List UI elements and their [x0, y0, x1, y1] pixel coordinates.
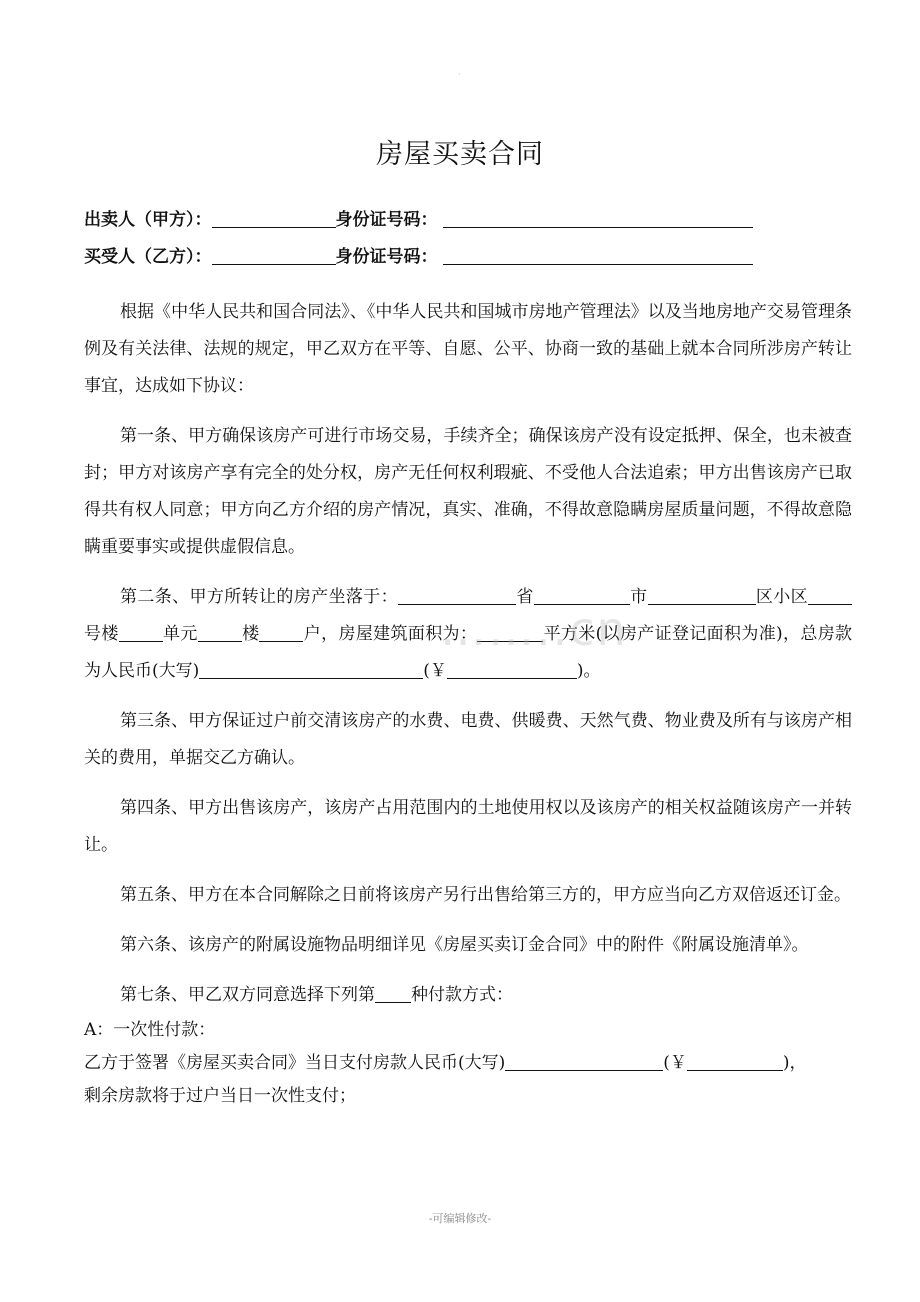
seller-id-label: 身份证号码： — [335, 210, 438, 230]
buyer-line — [84, 242, 753, 267]
price-words-blank[interactable] — [199, 660, 423, 679]
page-marker: · — [458, 70, 461, 79]
page-footer: -可编辑修改- — [428, 1212, 492, 1225]
price-number-blank[interactable] — [447, 660, 577, 679]
buyer-id-blank[interactable] — [443, 246, 753, 265]
room-blank[interactable] — [259, 623, 303, 642]
option-a-payment — [84, 1047, 852, 1080]
article-3: 第三条、甲方保证过户前交清该房产的水费、电费、供暖费、天然气费、物业费及所有与该房产相关的费用，单据交乙方确认。 — [84, 711, 852, 768]
floor-blank[interactable] — [198, 623, 242, 642]
building-blank[interactable] — [808, 586, 852, 605]
building-label: 号楼 — [84, 624, 119, 644]
pay-yen-open: (￥ — [663, 1053, 687, 1073]
document-title: 房屋买卖合同 — [376, 139, 544, 170]
seller-id-blank[interactable] — [443, 209, 753, 228]
article-1: 第一条、甲方确保该房产可进行市场交易，手续齐全；确保该房产没有设定抵押、保全，也未被查封；甲方对该房产享有完全的处分权，房产无任何权利瑕疵、不受他人合法追索；甲方出售该房产已取得共有权人同意；甲方向乙方介绍的房产情况，真实、准确，不得故意隐瞒房屋质量问题，不得故意隐瞒重要事实或提供虚假信息。 — [84, 426, 852, 557]
yen-open: (￥ — [423, 661, 447, 681]
seller-name-blank[interactable] — [212, 209, 336, 228]
article-4: 第四条、甲方出售该房产，该房产占用范围内的土地使用权以及该房产的相关权益随该房产一并转让。 — [84, 798, 852, 855]
article-5: 第五条、甲方在本合同解除之日前将该房产另行出售给第三方的，甲方应当向乙方双倍返还订金。 — [120, 885, 851, 905]
unit-label: 单元 — [162, 624, 198, 644]
pay-a-text: 乙方于签署《房屋买卖合同》当日支付房款人民币(大写) — [84, 1053, 506, 1073]
payment-method-blank[interactable] — [375, 984, 411, 1003]
district-label: 区 — [755, 587, 774, 607]
article-7 — [84, 977, 852, 1014]
pay-words-blank[interactable] — [505, 1052, 663, 1071]
seller-line — [84, 205, 753, 230]
watermark-text: ……..cn — [440, 602, 628, 656]
province-label: 省 — [516, 587, 534, 607]
option-a-label: A：一次性付款： — [84, 1020, 216, 1040]
contract-body — [84, 294, 852, 1113]
community-label: 小区 — [773, 587, 808, 607]
buyer-label: 买受人（乙方）： — [84, 247, 212, 267]
article-6: 第六条、该房产的附属设施物品明细详见《房屋买卖订金合同》中的附件《附属设施清单》。 — [120, 935, 809, 955]
article-7-lead: 第七条、甲乙双方同意选择下列第 — [120, 985, 375, 1005]
seller-label: 出卖人（甲方）： — [84, 210, 212, 230]
area-label: 平方米(以房产证登记面积为准)，总房款为人民币(大写) — [84, 624, 853, 681]
buyer-name-blank[interactable] — [212, 246, 336, 265]
unit-blank[interactable] — [119, 623, 163, 642]
option-a-remainder: 剩余房款将于过户当日一次性支付； — [84, 1086, 356, 1106]
pay-close: )， — [782, 1053, 807, 1073]
room-label: 户，房屋建筑面积为： — [303, 624, 478, 644]
buyer-id-label: 身份证号码： — [335, 247, 438, 267]
city-label: 市 — [629, 587, 648, 607]
floor-label: 楼 — [241, 624, 260, 644]
intro-paragraph: 根据《中华人民共和国合同法》、《中华人民共和国城市房地产管理法》以及当地房地产交易管理条例及有关法律、法规的规定，甲乙双方在平等、自愿、公平、协商一致的基础上就本合同所涉房产转让事宜，达成如下协议： — [84, 302, 852, 396]
district-blank[interactable] — [648, 586, 756, 605]
pay-number-blank[interactable] — [687, 1052, 783, 1071]
article-2-lead: 第二条、甲方所转让的房产坐落于： — [120, 587, 398, 607]
article-2-close: )。 — [576, 661, 601, 681]
article-7-tail: 种付款方式： — [411, 985, 513, 1005]
